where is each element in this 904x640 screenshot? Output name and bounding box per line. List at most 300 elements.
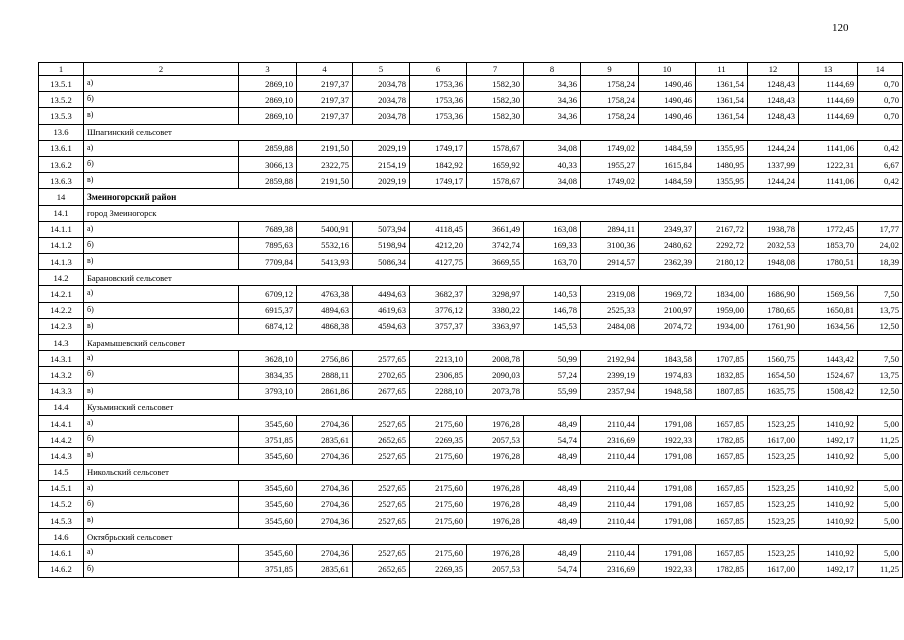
- value-cell: 1410,92: [799, 480, 858, 496]
- value-cell: 1248,43: [748, 76, 799, 92]
- value-cell: 3545,60: [239, 415, 297, 431]
- value-cell: 145,53: [524, 318, 581, 334]
- section-row: [39, 189, 903, 205]
- value-cell: 3751,85: [239, 432, 297, 448]
- value-cell: 2110,44: [581, 415, 639, 431]
- value-cell: 1560,75: [748, 351, 799, 367]
- value-cell: 6874,12: [239, 318, 297, 334]
- row-option: а): [84, 415, 239, 431]
- value-cell: 2677,65: [353, 383, 410, 399]
- value-cell: 1480,95: [696, 156, 748, 172]
- value-cell: 4127,75: [410, 254, 467, 270]
- value-cell: 0,42: [858, 173, 903, 189]
- value-cell: 2197,37: [297, 108, 353, 124]
- value-cell: 146,78: [524, 302, 581, 318]
- value-cell: 1749,17: [410, 173, 467, 189]
- value-cell: 2316,69: [581, 561, 639, 577]
- value-cell: 1582,30: [467, 92, 524, 108]
- value-cell: 1617,00: [748, 561, 799, 577]
- value-cell: 4594,63: [353, 318, 410, 334]
- value-cell: 6,67: [858, 156, 903, 172]
- value-cell: 2191,50: [297, 140, 353, 156]
- table-row: [39, 367, 903, 383]
- value-cell: 1355,95: [696, 173, 748, 189]
- value-cell: 2704,36: [297, 496, 353, 512]
- value-cell: 2306,85: [410, 367, 467, 383]
- value-cell: 40,33: [524, 156, 581, 172]
- value-cell: 12,50: [858, 318, 903, 334]
- value-cell: 2362,39: [639, 254, 696, 270]
- value-cell: 163,70: [524, 254, 581, 270]
- value-cell: 5400,91: [297, 221, 353, 237]
- value-cell: 169,33: [524, 237, 581, 253]
- value-cell: 1791,08: [639, 480, 696, 496]
- row-code: 14.4.2: [39, 432, 84, 448]
- value-cell: 1361,54: [696, 76, 748, 92]
- value-cell: 1523,25: [748, 496, 799, 512]
- value-cell: 3545,60: [239, 513, 297, 529]
- section-code: 14.5: [39, 464, 84, 480]
- value-cell: 1222,31: [799, 156, 858, 172]
- value-cell: 1772,45: [799, 221, 858, 237]
- value-cell: 2527,65: [353, 513, 410, 529]
- column-header: 13: [799, 63, 858, 76]
- value-cell: 2192,94: [581, 351, 639, 367]
- value-cell: 5073,94: [353, 221, 410, 237]
- column-header: 12: [748, 63, 799, 76]
- column-header: 11: [696, 63, 748, 76]
- table-row: [39, 351, 903, 367]
- value-cell: 1976,28: [467, 513, 524, 529]
- value-cell: 1355,95: [696, 140, 748, 156]
- row-code: 13.5.1: [39, 76, 84, 92]
- section-row: [39, 124, 903, 140]
- value-cell: 2704,36: [297, 415, 353, 431]
- section-label: Октябрьский сельсовет: [84, 529, 903, 545]
- value-cell: 1578,67: [467, 140, 524, 156]
- value-cell: 3380,22: [467, 302, 524, 318]
- value-cell: 2859,88: [239, 140, 297, 156]
- value-cell: 54,74: [524, 561, 581, 577]
- value-cell: 1443,42: [799, 351, 858, 367]
- row-option: в): [84, 173, 239, 189]
- table-row: [39, 448, 903, 464]
- value-cell: 1650,81: [799, 302, 858, 318]
- section-label: Никольский сельсовет: [84, 464, 903, 480]
- value-cell: 1582,30: [467, 76, 524, 92]
- table-row: [39, 415, 903, 431]
- value-cell: 1523,25: [748, 545, 799, 561]
- value-cell: 1832,85: [696, 367, 748, 383]
- value-cell: 2197,37: [297, 92, 353, 108]
- value-cell: 1782,85: [696, 561, 748, 577]
- row-option: б): [84, 496, 239, 512]
- value-cell: 1758,24: [581, 76, 639, 92]
- value-cell: 2484,08: [581, 318, 639, 334]
- value-cell: 7689,38: [239, 221, 297, 237]
- value-cell: 1361,54: [696, 108, 748, 124]
- value-cell: 1686,90: [748, 286, 799, 302]
- value-cell: 3751,85: [239, 561, 297, 577]
- value-cell: 1244,24: [748, 173, 799, 189]
- value-cell: 2577,65: [353, 351, 410, 367]
- value-cell: 50,99: [524, 351, 581, 367]
- row-option: в): [84, 513, 239, 529]
- value-cell: 2527,65: [353, 480, 410, 496]
- value-cell: 34,36: [524, 76, 581, 92]
- value-cell: 1976,28: [467, 480, 524, 496]
- value-cell: 2525,33: [581, 302, 639, 318]
- section-code: 14.6: [39, 529, 84, 545]
- table-row: [39, 302, 903, 318]
- row-code: 14.1.2: [39, 237, 84, 253]
- value-cell: 2869,10: [239, 108, 297, 124]
- value-cell: 6709,12: [239, 286, 297, 302]
- value-cell: 34,36: [524, 92, 581, 108]
- value-cell: 1782,85: [696, 432, 748, 448]
- row-option: в): [84, 383, 239, 399]
- value-cell: 1141,06: [799, 173, 858, 189]
- value-cell: 1578,67: [467, 173, 524, 189]
- value-cell: 2702,65: [353, 367, 410, 383]
- row-code: 14.3.3: [39, 383, 84, 399]
- table-row: [39, 286, 903, 302]
- value-cell: 2894,11: [581, 221, 639, 237]
- value-cell: 2154,19: [353, 156, 410, 172]
- value-cell: 48,49: [524, 545, 581, 561]
- value-cell: 140,53: [524, 286, 581, 302]
- value-cell: 13,75: [858, 302, 903, 318]
- row-option: а): [84, 76, 239, 92]
- value-cell: 163,08: [524, 221, 581, 237]
- value-cell: 1758,24: [581, 92, 639, 108]
- value-cell: 1753,36: [410, 76, 467, 92]
- value-cell: 2008,78: [467, 351, 524, 367]
- value-cell: 2527,65: [353, 496, 410, 512]
- value-cell: 1938,78: [748, 221, 799, 237]
- value-cell: 7,50: [858, 351, 903, 367]
- value-cell: 2527,65: [353, 415, 410, 431]
- value-cell: 34,36: [524, 108, 581, 124]
- table-row: [39, 561, 903, 577]
- row-code: 14.1.1: [39, 221, 84, 237]
- value-cell: 2090,03: [467, 367, 524, 383]
- column-header: 4: [297, 63, 353, 76]
- value-cell: 2357,94: [581, 383, 639, 399]
- value-cell: 34,08: [524, 173, 581, 189]
- value-cell: 3669,55: [467, 254, 524, 270]
- value-cell: 1976,28: [467, 415, 524, 431]
- value-cell: 2029,19: [353, 173, 410, 189]
- column-header: 14: [858, 63, 903, 76]
- row-code: 14.5.2: [39, 496, 84, 512]
- row-code: 14.2.2: [39, 302, 84, 318]
- value-cell: 57,24: [524, 367, 581, 383]
- value-cell: 1761,90: [748, 318, 799, 334]
- section-row: [39, 335, 903, 351]
- value-cell: 48,49: [524, 480, 581, 496]
- row-option: а): [84, 545, 239, 561]
- row-option: б): [84, 92, 239, 108]
- value-cell: 1635,75: [748, 383, 799, 399]
- value-cell: 3628,10: [239, 351, 297, 367]
- value-cell: 48,49: [524, 415, 581, 431]
- value-cell: 2835,61: [297, 561, 353, 577]
- row-option: б): [84, 432, 239, 448]
- value-cell: 1976,28: [467, 448, 524, 464]
- value-cell: 5,00: [858, 513, 903, 529]
- value-cell: 2269,35: [410, 432, 467, 448]
- value-cell: 12,50: [858, 383, 903, 399]
- value-cell: 1834,00: [696, 286, 748, 302]
- column-header: 3: [239, 63, 297, 76]
- value-cell: 1524,67: [799, 367, 858, 383]
- value-cell: 1707,85: [696, 351, 748, 367]
- value-cell: 2869,10: [239, 92, 297, 108]
- value-cell: 1617,00: [748, 432, 799, 448]
- value-cell: 1659,92: [467, 156, 524, 172]
- value-cell: 1410,92: [799, 513, 858, 529]
- value-cell: 1490,46: [639, 76, 696, 92]
- value-cell: 2861,86: [297, 383, 353, 399]
- row-code: 13.5.2: [39, 92, 84, 108]
- value-cell: 2888,11: [297, 367, 353, 383]
- row-code: 13.5.3: [39, 108, 84, 124]
- value-cell: 2213,10: [410, 351, 467, 367]
- column-header: 6: [410, 63, 467, 76]
- value-cell: 1934,00: [696, 318, 748, 334]
- value-cell: 1955,27: [581, 156, 639, 172]
- value-cell: 2110,44: [581, 496, 639, 512]
- value-cell: 11,25: [858, 561, 903, 577]
- value-cell: 1410,92: [799, 496, 858, 512]
- value-cell: 6915,37: [239, 302, 297, 318]
- value-cell: 48,49: [524, 448, 581, 464]
- value-cell: 1657,85: [696, 415, 748, 431]
- value-cell: 1791,08: [639, 448, 696, 464]
- table-row: [39, 383, 903, 399]
- value-cell: 5,00: [858, 448, 903, 464]
- column-header: 10: [639, 63, 696, 76]
- table-row: [39, 221, 903, 237]
- row-option: а): [84, 351, 239, 367]
- tariff-table: [38, 62, 903, 578]
- value-cell: 2110,44: [581, 480, 639, 496]
- value-cell: 1248,43: [748, 92, 799, 108]
- value-cell: 2110,44: [581, 513, 639, 529]
- value-cell: 2180,12: [696, 254, 748, 270]
- row-code: 14.4.3: [39, 448, 84, 464]
- value-cell: 1523,25: [748, 415, 799, 431]
- value-cell: 3066,13: [239, 156, 297, 172]
- row-option: а): [84, 221, 239, 237]
- value-cell: 1842,92: [410, 156, 467, 172]
- value-cell: 18,39: [858, 254, 903, 270]
- row-option: в): [84, 108, 239, 124]
- value-cell: 1361,54: [696, 92, 748, 108]
- value-cell: 2835,61: [297, 432, 353, 448]
- row-code: 13.6.2: [39, 156, 84, 172]
- value-cell: 2704,36: [297, 545, 353, 561]
- value-cell: 1657,85: [696, 513, 748, 529]
- value-cell: 1780,65: [748, 302, 799, 318]
- value-cell: 2292,72: [696, 237, 748, 253]
- value-cell: 4494,63: [353, 286, 410, 302]
- value-cell: 1508,42: [799, 383, 858, 399]
- row-code: 14.5.3: [39, 513, 84, 529]
- value-cell: 2859,88: [239, 173, 297, 189]
- value-cell: 2175,60: [410, 480, 467, 496]
- value-cell: 2652,65: [353, 432, 410, 448]
- value-cell: 2175,60: [410, 545, 467, 561]
- value-cell: 2319,08: [581, 286, 639, 302]
- section-code: 14.2: [39, 270, 84, 286]
- row-option: а): [84, 286, 239, 302]
- table-row: [39, 480, 903, 496]
- row-code: 14.2.1: [39, 286, 84, 302]
- value-cell: 24,02: [858, 237, 903, 253]
- value-cell: 1758,24: [581, 108, 639, 124]
- row-option: а): [84, 140, 239, 156]
- row-option: а): [84, 480, 239, 496]
- row-code: 14.3.1: [39, 351, 84, 367]
- row-code: 14.1.3: [39, 254, 84, 270]
- value-cell: 2167,72: [696, 221, 748, 237]
- value-cell: 2100,97: [639, 302, 696, 318]
- table-row: [39, 173, 903, 189]
- value-cell: 3545,60: [239, 545, 297, 561]
- value-cell: 3793,10: [239, 383, 297, 399]
- value-cell: 2288,10: [410, 383, 467, 399]
- value-cell: 11,25: [858, 432, 903, 448]
- section-code: 14.1: [39, 205, 84, 221]
- value-cell: 1410,92: [799, 448, 858, 464]
- section-row: [39, 399, 903, 415]
- value-cell: 2527,65: [353, 545, 410, 561]
- value-cell: 2034,78: [353, 92, 410, 108]
- value-cell: 1484,59: [639, 140, 696, 156]
- value-cell: 2175,60: [410, 513, 467, 529]
- value-cell: 2480,62: [639, 237, 696, 253]
- value-cell: 5,00: [858, 496, 903, 512]
- value-cell: 2073,78: [467, 383, 524, 399]
- value-cell: 1922,33: [639, 432, 696, 448]
- value-cell: 1749,02: [581, 173, 639, 189]
- value-cell: 1657,85: [696, 448, 748, 464]
- value-cell: 1615,84: [639, 156, 696, 172]
- table-row: [39, 545, 903, 561]
- value-cell: 2269,35: [410, 561, 467, 577]
- value-cell: 54,74: [524, 432, 581, 448]
- value-cell: 3776,12: [410, 302, 467, 318]
- value-cell: 1843,58: [639, 351, 696, 367]
- value-cell: 2914,57: [581, 254, 639, 270]
- value-cell: 0,70: [858, 92, 903, 108]
- row-option: б): [84, 156, 239, 172]
- value-cell: 1144,69: [799, 76, 858, 92]
- value-cell: 5086,34: [353, 254, 410, 270]
- value-cell: 4212,20: [410, 237, 467, 253]
- table-row: [39, 156, 903, 172]
- value-cell: 1248,43: [748, 108, 799, 124]
- value-cell: 3682,37: [410, 286, 467, 302]
- value-cell: 2057,53: [467, 432, 524, 448]
- row-code: 14.4.1: [39, 415, 84, 431]
- value-cell: 1410,92: [799, 545, 858, 561]
- value-cell: 1791,08: [639, 545, 696, 561]
- value-cell: 1492,17: [799, 561, 858, 577]
- value-cell: 2110,44: [581, 448, 639, 464]
- value-cell: 1657,85: [696, 496, 748, 512]
- value-cell: 2316,69: [581, 432, 639, 448]
- value-cell: 1791,08: [639, 496, 696, 512]
- table-row: [39, 76, 903, 92]
- value-cell: 1144,69: [799, 92, 858, 108]
- value-cell: 1144,69: [799, 108, 858, 124]
- value-cell: 1749,17: [410, 140, 467, 156]
- table-row: [39, 318, 903, 334]
- column-header: 8: [524, 63, 581, 76]
- section-label: Барановский сельсовет: [84, 270, 903, 286]
- section-label: Шпагинский сельсовет: [84, 124, 903, 140]
- value-cell: 4868,38: [297, 318, 353, 334]
- value-cell: 3363,97: [467, 318, 524, 334]
- value-cell: 1490,46: [639, 92, 696, 108]
- value-cell: 0,42: [858, 140, 903, 156]
- column-header: 2: [84, 63, 239, 76]
- column-header: 7: [467, 63, 524, 76]
- value-cell: 4894,63: [297, 302, 353, 318]
- value-cell: 1791,08: [639, 415, 696, 431]
- row-code: 14.6.1: [39, 545, 84, 561]
- value-cell: 5198,94: [353, 237, 410, 253]
- table-row: [39, 254, 903, 270]
- value-cell: 2175,60: [410, 415, 467, 431]
- value-cell: 2756,86: [297, 351, 353, 367]
- value-cell: 1922,33: [639, 561, 696, 577]
- section-label: Карамышевский сельсовет: [84, 335, 903, 351]
- value-cell: 13,75: [858, 367, 903, 383]
- section-label: Кузьминский сельсовет: [84, 399, 903, 415]
- value-cell: 1484,59: [639, 173, 696, 189]
- value-cell: 1523,25: [748, 480, 799, 496]
- value-cell: 2652,65: [353, 561, 410, 577]
- header-row: [39, 63, 903, 76]
- value-cell: 2869,10: [239, 76, 297, 92]
- row-option: б): [84, 237, 239, 253]
- value-cell: 3757,37: [410, 318, 467, 334]
- value-cell: 3661,49: [467, 221, 524, 237]
- value-cell: 7895,63: [239, 237, 297, 253]
- row-option: б): [84, 302, 239, 318]
- value-cell: 1959,00: [696, 302, 748, 318]
- value-cell: 5,00: [858, 415, 903, 431]
- value-cell: 3298,97: [467, 286, 524, 302]
- section-code: 14.3: [39, 335, 84, 351]
- value-cell: 2399,19: [581, 367, 639, 383]
- value-cell: 1654,50: [748, 367, 799, 383]
- value-cell: 7,50: [858, 286, 903, 302]
- value-cell: 1410,92: [799, 415, 858, 431]
- value-cell: 2034,78: [353, 108, 410, 124]
- section-row: [39, 205, 903, 221]
- value-cell: 1634,56: [799, 318, 858, 334]
- value-cell: 1807,85: [696, 383, 748, 399]
- row-code: 14.5.1: [39, 480, 84, 496]
- value-cell: 7709,84: [239, 254, 297, 270]
- page-number: 120: [832, 22, 849, 34]
- row-option: в): [84, 254, 239, 270]
